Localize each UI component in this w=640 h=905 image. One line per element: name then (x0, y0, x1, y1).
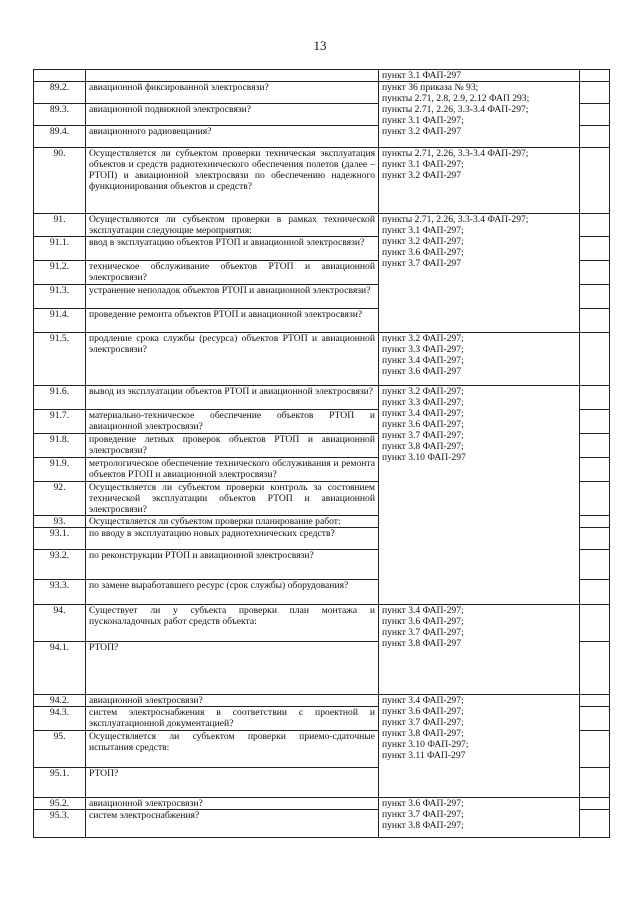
item-number: 94. (34, 605, 86, 642)
question-text: Осуществляются ли субъектом проверки в рамках технической эксплуатации следующие мероприятия: (86, 214, 379, 237)
checklist-table (33, 69, 610, 838)
question-text: авиационной фиксированной электросвязи? (86, 82, 379, 104)
item-number: 92. (34, 482, 86, 516)
table-row (34, 695, 610, 707)
answer-cell[interactable] (580, 731, 610, 768)
answer-cell[interactable] (580, 261, 610, 285)
item-number: 91.5. (34, 333, 86, 386)
answer-cell[interactable] (580, 434, 610, 458)
question-text: по реконструкции РТОП и авиационной электросвязи? (86, 550, 379, 580)
item-number: 91.8. (34, 434, 86, 458)
answer-cell[interactable] (580, 550, 610, 580)
table-row (34, 333, 610, 386)
answer-cell[interactable] (580, 237, 610, 261)
question-text: проведение летных проверок объектов РТОП и авиационной электросвязи? (86, 434, 379, 458)
legal-reference: пункт 3.6 ФАП-297; пункт 3.7 ФАП-297; пункт 3.8 ФАП-297; (379, 798, 580, 838)
answer-cell[interactable] (580, 214, 610, 237)
question-text: проведение ремонта объектов РТОП и авиационной электросвязи? (86, 309, 379, 333)
answer-cell[interactable] (580, 516, 610, 528)
question-text: Существует ли у субъекта проверки план монтажа и пусконаладочных работ средств объекта: (86, 605, 379, 642)
answer-cell[interactable] (580, 333, 610, 386)
question-text: техническое обслуживание объектов РТОП и авиационной электросвязи? (86, 261, 379, 285)
item-number: 93.2. (34, 550, 86, 580)
item-number: 95.1. (34, 768, 86, 798)
item-number: 94.3. (34, 707, 86, 731)
answer-cell[interactable] (580, 798, 610, 810)
legal-reference: пункты 2.71, 2.26, 3.3-3.4 ФАП-297; пункт 3.1 ФАП-297; пункт 3.2 ФАП-297; пункт 3.6 ФАП-297; пункт 3.7 ФАП-297 (379, 214, 580, 333)
item-number: 95.2. (34, 798, 86, 810)
question-text: продление срока службы (ресурса) объектов РТОП и авиационной электросвязи? (86, 333, 379, 386)
table-row (34, 386, 610, 410)
item-number: 93.1. (34, 528, 86, 550)
answer-cell[interactable] (580, 810, 610, 838)
item-number: 90. (34, 148, 86, 214)
table-row (34, 214, 610, 237)
answer-cell[interactable] (580, 580, 610, 605)
item-number: 93. (34, 516, 86, 528)
question-text: Осуществляется ли субъектом проверки планирование работ: (86, 516, 379, 528)
item-number: 91.7. (34, 410, 86, 434)
answer-cell[interactable] (580, 104, 610, 126)
answer-cell[interactable] (580, 458, 610, 482)
question-text: по замене выработавшего ресурс (срок службы) оборудования? (86, 580, 379, 605)
question-text: метрологическое обеспечение технического обслуживания и ремонта объектов РТОП и авиационной электросвязи? (86, 458, 379, 482)
answer-cell[interactable] (580, 309, 610, 333)
question-text: Осуществляется ли субъектом проверки контроль за состоянием технической эксплуатации объектов РТОП и авиационной электросвязи? (86, 482, 379, 516)
legal-reference: пункт 36 приказа № 93; пункты 2.71, 2.8, 2.9, 2.12 ФАП 293; пункты 2.71, 2.26, 3.3-3.4 ФАП-297; пункт 3.1 ФАП-297; пункт 3.2 ФАП-297 (379, 82, 580, 148)
legal-reference: пункт 3.2 ФАП-297; пункт 3.3 ФАП-297; пункт 3.4 ФАП-297; пункт 3.6 ФАП-297 (379, 333, 580, 386)
answer-cell[interactable] (580, 707, 610, 731)
question-text: по вводу в эксплуатацию новых радиотехнических средств? (86, 528, 379, 550)
item-number: 91.1. (34, 237, 86, 261)
page-number: 13 (313, 38, 327, 53)
item-number: 91. (34, 214, 86, 237)
question-text: авиационной электросвязи? (86, 798, 379, 810)
question-text: РТОП? (86, 642, 379, 695)
answer-cell[interactable] (580, 70, 610, 82)
answer-cell[interactable] (580, 126, 610, 148)
answer-cell[interactable] (580, 528, 610, 550)
item-number: 94.1. (34, 642, 86, 695)
item-number: 89.3. (34, 104, 86, 126)
question-text: систем электроснабжения в соответствии с проектной и эксплуатационной документацией? (86, 707, 379, 731)
item-number (34, 70, 86, 82)
question-text: ввод в эксплуатацию объектов РТОП и авиационной электросвязи? (86, 237, 379, 261)
item-number: 91.6. (34, 386, 86, 410)
question-text: устранение неполадок объектов РТОП и авиационной электросвязи? (86, 285, 379, 309)
legal-reference: пункт 3.4 ФАП-297; пункт 3.6 ФАП-297; пункт 3.7 ФАП-297; пункт 3.8 ФАП-297 (379, 605, 580, 695)
item-number: 91.9. (34, 458, 86, 482)
question-text: Осуществляется ли субъектом проверки техническая эксплуатация объектов и средств радиотехнического обеспечения полетов (далее – РТОП) и авиационной электросвязи по обеспечению надежного функционирования объектов и средств? (86, 148, 379, 214)
table-row (34, 798, 610, 810)
legal-reference: пункты 2.71, 2.26, 3.3-3.4 ФАП-297; пункт 3.1 ФАП-297; пункт 3.2 ФАП-297 (379, 148, 580, 214)
question-text: материально-техническое обеспечение объектов РТОП и авиационной электросвязи? (86, 410, 379, 434)
legal-reference: пункт 3.2 ФАП-297; пункт 3.3 ФАП-297; пункт 3.4 ФАП-297; пункт 3.6 ФАП-297; пункт 3.7 ФАП-297; пункт 3.8 ФАП-297; пункт 3.10 ФАП-297 (379, 386, 580, 605)
item-number: 93.3. (34, 580, 86, 605)
question-text: РТОП? (86, 768, 379, 798)
answer-cell[interactable] (580, 768, 610, 798)
answer-cell[interactable] (580, 695, 610, 707)
question-text: вывод из эксплуатации объектов РТОП и авиационной электросвязи? (86, 386, 379, 410)
item-number: 89.4. (34, 126, 86, 148)
table-row (34, 70, 610, 82)
question-text: Осуществляется ли субъектом проверки приемо-сдаточные испытания средств: (86, 731, 379, 768)
answer-cell[interactable] (580, 285, 610, 309)
question-text (86, 70, 379, 82)
legal-reference: пункт 3.4 ФАП-297; пункт 3.6 ФАП-297; пункт 3.7 ФАП-297; пункт 3.8 ФАП-297; пункт 3.10 ФАП-297; пункт 3.11 ФАП-297 (379, 695, 580, 798)
legal-reference: пункт 3.1 ФАП-297 (379, 70, 580, 82)
answer-cell[interactable] (580, 642, 610, 695)
item-number: 91.4. (34, 309, 86, 333)
question-text: систем электроснабжения? (86, 810, 379, 838)
question-text: авиационной электросвязи? (86, 695, 379, 707)
answer-cell[interactable] (580, 386, 610, 410)
answer-cell[interactable] (580, 410, 610, 434)
table-row (34, 148, 610, 214)
item-number: 91.3. (34, 285, 86, 309)
answer-cell[interactable] (580, 482, 610, 516)
table-row (34, 605, 610, 642)
item-number: 94.2. (34, 695, 86, 707)
question-text: авиационного радиовещания? (86, 126, 379, 148)
item-number: 89.2. (34, 82, 86, 104)
item-number: 95. (34, 731, 86, 768)
answer-cell[interactable] (580, 82, 610, 104)
table-row (34, 82, 610, 104)
answer-cell[interactable] (580, 148, 610, 214)
item-number: 95.3. (34, 810, 86, 838)
item-number: 91.2. (34, 261, 86, 285)
answer-cell[interactable] (580, 605, 610, 642)
question-text: авиационной подвижной электросвязи? (86, 104, 379, 126)
